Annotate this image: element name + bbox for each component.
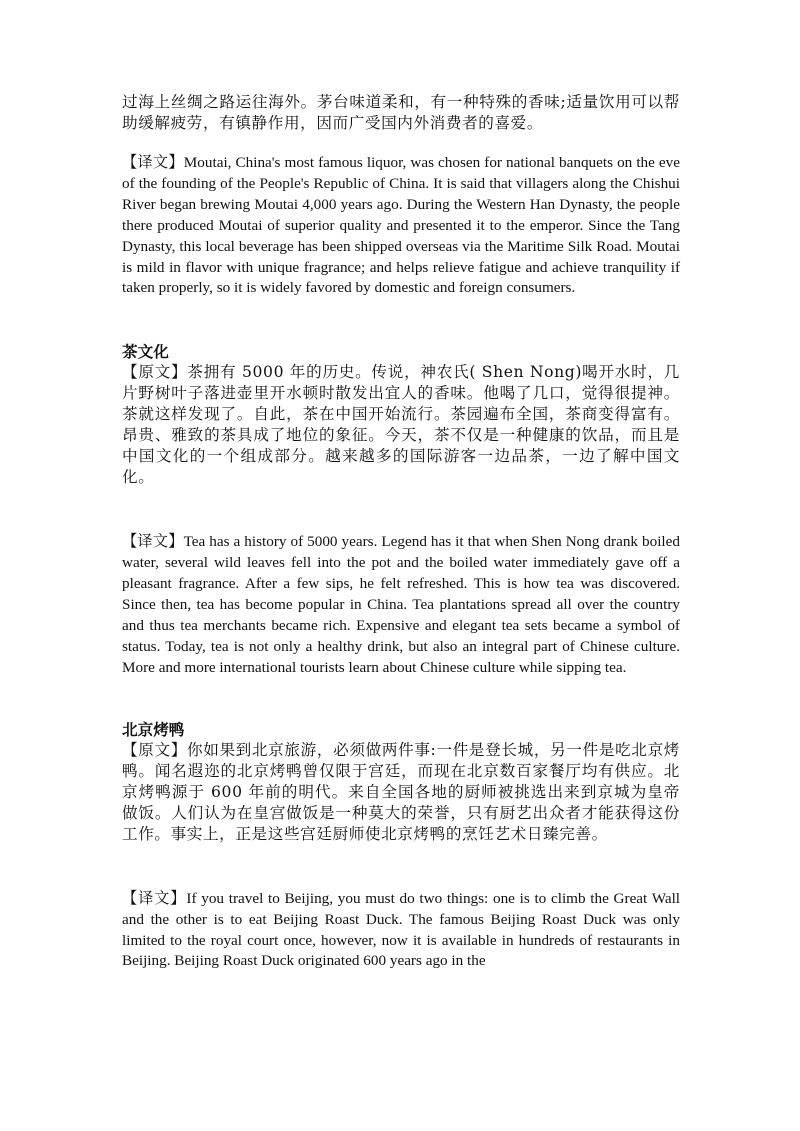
moutai-translation-text: Moutai, China's most famous liquor, was chosen for national banquets on the eve of the founding of the People's Republic of China. It is said that villagers along the Chishui River began brewing Moutai 4,000 years ago. During the Western Han Dynasty, the people there produced Moutai of superior quality and presented it to the emperor. Since the Tang Dynasty, this local beverage has been shipped overseas via the Maritime Silk Road. Moutai is mild in flavor with unique fragrance; and helps relieve fatigue and achieve tranquility if taken properly, so it is widely favored by domestic and foreign consumers. xyxy=(122,154,680,297)
original-tag: 【原文】 xyxy=(122,363,188,382)
translation-tag: 【译文】 xyxy=(122,154,184,171)
duck-translation-text: If you travel to Beijing, you must do two things: one is to climb the Great Wall and the other is to eat Beijing Roast Duck. The famous Beijing Roast Duck was only limited to the royal court once, however, now it is available in hundreds of restaurants in Beijing. Beijing Roast Duck originated 600 years ago in the xyxy=(122,889,681,970)
duck-translation-paragraph xyxy=(122,889,680,973)
tea-translation-text: Tea has a history of 5000 years. Legend has it that when Shen Nong drank boiled water, several wild leaves fell into the pot and the boiled water immediately gave off a pleasant fragrance. After a few sips, he felt refreshed. This is how tea was discovered. Since then, tea has become popular in China. Tea plantations spread all over the country and thus tea merchants became rich. Expensive and elegant tea sets became a symbol of status. Today, tea is not only a healthy drink, but also an integral part of Chinese culture. More and more international tourists learn about Chinese culture while sipping tea. xyxy=(122,533,680,676)
moutai-original-paragraph: 过海上丝绸之路运往海外。茅台味道柔和，有一种特殊的香味;适量饮用可以帮助缓解疲劳，有镇静作用，因而广受国内外消费者的喜爱。 xyxy=(122,93,680,132)
spacer xyxy=(122,299,680,341)
tea-original-text: 茶拥有 5000 年的历史。传说，神农氏( Shen Nong)喝开水时，几片野树叶子落进壶里开水顿时散发出宜人的香味。他喝了几口，觉得很提神。茶就这样发现了。自此，茶在中国开始流行。茶园遍布全国，茶商变得富有。昂贵、雅致的茶具成了地位的象征。今天，茶不仅是一种健康的饮品，而且是中国文化的一个组成部分。越来越多的国际游客一边品茶，一边了解中国文化。 xyxy=(122,363,680,487)
document-page xyxy=(122,92,680,972)
tea-original-paragraph xyxy=(122,362,680,488)
spacer xyxy=(122,488,680,532)
translation-tag: 【译文】 xyxy=(122,533,184,551)
duck-original-text: 你如果到北京旅游，必须做两件事:一件是登长城，另一件是吃北京烤鸭。闻名遐迩的北京烤鸭曾仅限于宫廷，而现在北京数百家餐厅均有供应。北京烤鸭源于 600 年前的明代。来自全国各地的厨师被挑选出来到京城为皇帝做饭。人们认为在皇宫做饭是一种莫大的荣誉，只有厨艺出众者才能获得这份工作。事实上，正是这些宫廷厨师使北京烤鸭的烹饪艺术日臻完善。 xyxy=(122,740,681,843)
spacer xyxy=(122,845,680,889)
tea-section-title: 茶文化 xyxy=(122,342,169,362)
moutai-translation-paragraph xyxy=(122,153,680,299)
duck-section-title: 北京烤鸭 xyxy=(122,719,185,739)
original-tag: 【原文】 xyxy=(122,740,187,759)
duck-original-paragraph xyxy=(122,740,680,845)
spacer xyxy=(122,679,680,719)
spacer xyxy=(122,134,680,153)
translation-tag: 【译文】 xyxy=(122,889,187,907)
tea-translation-paragraph xyxy=(122,532,680,678)
